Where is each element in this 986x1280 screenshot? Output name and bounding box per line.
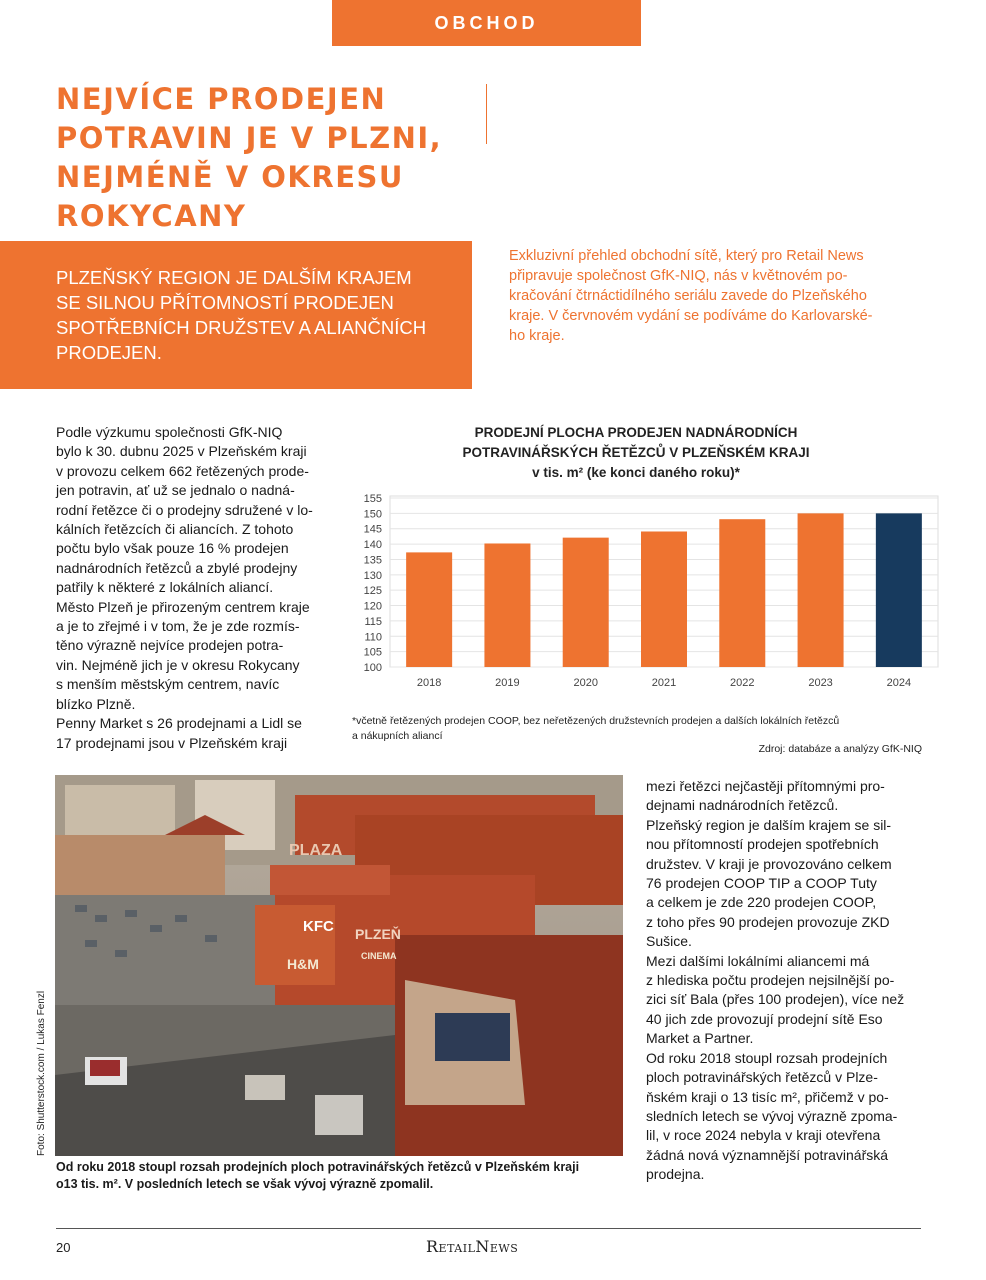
- chart-title-line: POTRAVINÁŘSKÝCH ŘETĚZCŮ V PLZEŇSKÉM KRAJI: [462, 445, 810, 460]
- body-line: vin. Nejméně jich je v okresu Rokycany: [56, 656, 300, 673]
- headline-line: NEJMÉNĚ V OKRESU: [56, 160, 404, 194]
- y-tick-label: 115: [364, 615, 382, 628]
- headline-line: POTRAVIN JE V PLZNI,: [56, 121, 443, 155]
- y-tick-label: 150: [363, 508, 382, 521]
- bar-chart: [340, 488, 940, 698]
- body-line: bylo k 30. dubnu 2025 v Plzeňském kraji: [56, 443, 307, 460]
- x-tick-label: 2020: [573, 677, 598, 689]
- body-line: počtu bylo však pouze 16 % prodejen: [56, 540, 289, 557]
- body-line: a celkem je zde 220 prodejen COOP,: [646, 894, 877, 911]
- retailnews-logo: RetailNews: [426, 1237, 519, 1256]
- chart-source: Zdroj: databáze a analýzy GfK-NIQ: [758, 743, 922, 755]
- y-tick-label: 130: [363, 569, 382, 582]
- headline-divider: [486, 84, 487, 144]
- body-line: 76 prodejen COOP TIP a COOP Tuty: [646, 875, 877, 892]
- sign-plzen: PLZEŇ: [355, 926, 401, 942]
- y-tick-label: 125: [363, 585, 382, 598]
- chart-title-line: PRODEJNÍ PLOCHA PRODEJEN NADNÁRODNÍCH: [474, 425, 798, 440]
- intro-line: kraje. V červnovém vydání se podíváme do Karlovarské-: [509, 308, 873, 324]
- body-line: v provozu celkem 662 řetězených prode-: [56, 462, 309, 479]
- lead-box: [0, 241, 472, 389]
- chart-subtitle: v tis. m² (ke konci daného roku)*: [532, 465, 740, 480]
- body-column-right: [646, 777, 904, 1185]
- chart-footnote: [352, 714, 839, 744]
- headline-line: NEJVÍCE PRODEJEN: [56, 82, 387, 116]
- body-line: Plzeňský region je dalším krajem se sil-: [646, 816, 892, 833]
- y-tick-label: 135: [363, 554, 382, 567]
- body-line: žádná nová významnější potravinářská: [646, 1146, 889, 1163]
- intro-line: Exkluzivní přehled obchodní sítě, který pro Retail News: [509, 248, 864, 264]
- bar-2018: [406, 552, 452, 667]
- footer-divider: [56, 1228, 921, 1229]
- body-line: patřily k některé z lokálních aliancí.: [56, 579, 274, 596]
- bar-2020: [563, 538, 609, 667]
- body-line: mezi řetězci nejčastěji přítomnými pro-: [646, 778, 885, 794]
- y-tick-label: 155: [363, 493, 382, 505]
- y-tick-label: 140: [363, 539, 382, 552]
- body-line: s menším městským centrem, navíc: [56, 676, 280, 693]
- bar-2019: [484, 543, 530, 667]
- sign-plaza: PLAZA: [289, 842, 343, 859]
- body-line: družstev. V kraji je provozováno celkem: [646, 855, 892, 872]
- section-tab: [332, 0, 641, 46]
- body-line: z toho přes 90 prodejen provozuje ZKD: [646, 913, 890, 930]
- x-tick-label: 2018: [416, 677, 442, 689]
- body-line: Mezi dalšími lokálními aliancemi má: [646, 952, 870, 969]
- body-line: Podle výzkumu společnosti GfK-NIQ: [56, 424, 283, 440]
- body-line: nadnárodních řetězců a zbylé prodejny: [56, 559, 298, 576]
- body-line: 40 jich zde provozují prodejní sítě Eso: [646, 1010, 883, 1027]
- y-tick-label: 110: [364, 631, 382, 644]
- footnote-line: a nákupních aliancí: [352, 730, 443, 742]
- x-tick-label: 2023: [808, 677, 833, 689]
- lead-line: SPOTŘEBNÍCH DRUŽSTEV A ALIANČNÍCH: [56, 317, 427, 338]
- body-line: zici síť Bala (přes 100 prodejen), více než: [646, 991, 905, 1008]
- footnote-line: *včetně řetězených prodejen COOP, bez neřetězených družstevních prodejen a dalších lokálních řetězců: [352, 715, 840, 727]
- x-tick-label: 2024: [886, 677, 912, 689]
- headline-line: ROKYCANY: [56, 199, 247, 233]
- intro-line: ho kraje.: [509, 328, 565, 344]
- x-tick-label: 2021: [651, 677, 677, 689]
- x-tick-label: 2019: [495, 677, 520, 689]
- body-line: Sušice.: [646, 933, 692, 950]
- body-line: Od roku 2018 stoupl rozsah prodejních: [646, 1049, 888, 1066]
- city-photo-illustration: [55, 775, 623, 1156]
- photo-caption: [56, 1159, 626, 1193]
- page-number: 20: [56, 1240, 71, 1255]
- bar-2022: [719, 519, 765, 667]
- body-line: kálních řetězcích či aliancích. Z tohoto: [56, 521, 294, 538]
- body-line: rodní řetězce či o prodejny sdružené v lo-: [56, 501, 313, 518]
- x-tick-label: 2022: [730, 677, 755, 689]
- city-photo: [55, 775, 623, 1156]
- caption-line: o13 tis. m². V posledních letech se však vývoj výrazně zpomalil.: [56, 1177, 434, 1191]
- headline: [56, 80, 486, 236]
- body-line: blízko Plzně.: [56, 695, 136, 712]
- body-line: těno výrazně nejvíce prodejen potra-: [56, 637, 284, 654]
- y-tick-label: 100: [363, 662, 382, 674]
- body-line: jen potravin, ať už se jednalo o nadná-: [56, 482, 295, 499]
- body-line: dejnami nadnárodních řetězců.: [646, 797, 839, 814]
- body-line: Město Plzeň je přirozeným centrem kraje: [56, 598, 310, 615]
- chart-title: [352, 423, 920, 483]
- sign-cinema: CINEMA: [361, 951, 397, 961]
- photo-credit: Foto: Shutterstock.com / Lukas Fenzl: [36, 990, 47, 1156]
- body-line: nou přítomností prodejen spotřebních: [646, 836, 879, 853]
- body-line: ňském kraji o 13 tisíc m², přičemž v po-: [646, 1088, 889, 1105]
- body-line: Penny Market s 26 prodejnami a Lidl se: [56, 715, 302, 732]
- caption-line: Od roku 2018 stoupl rozsah prodejních ploch potravinářských řetězců v Plzeňském kraji: [56, 1160, 580, 1174]
- intro-line: kračování čtrnáctidílného seriálu zavede do Plzeňského: [509, 288, 867, 304]
- y-tick-label: 120: [363, 600, 382, 613]
- bar-2023: [798, 513, 844, 667]
- bar-2021: [641, 531, 687, 667]
- lead-line: PRODEJEN.: [56, 342, 162, 363]
- sign-kfc: KFC: [303, 918, 334, 935]
- intro-line: připravuje společnost GfK-NIQ, nás v květnovém po-: [509, 268, 848, 284]
- sign-hm: H&M: [287, 956, 319, 972]
- body-line: ploch potravinářských řetězců v Plze-: [646, 1069, 878, 1086]
- lead-line: PLZEŇSKÝ REGION JE DALŠÍM KRAJEM: [56, 267, 412, 288]
- bar-2024: [876, 513, 922, 667]
- body-column-left: [56, 423, 313, 753]
- lead-line: SE SILNOU PŘÍTOMNOSTÍ PRODEJEN: [56, 292, 394, 313]
- body-line: z hlediska počtu prodejen nejsilnější po-: [646, 972, 895, 989]
- body-line: 17 prodejnami jsou v Plzeňském kraji: [56, 734, 288, 751]
- body-line: lil, v roce 2024 nebyla v kraji otevřena: [646, 1127, 881, 1144]
- body-line: prodejna.: [646, 1166, 705, 1183]
- section-label: OBCHOD: [434, 12, 539, 33]
- body-line: sledních letech se vývoj výrazně zpoma-: [646, 1107, 898, 1124]
- body-line: a je to zřejmé i v tom, že je zde rozmís-: [56, 618, 300, 635]
- y-tick-label: 105: [363, 646, 382, 659]
- intro-paragraph: [509, 246, 929, 346]
- y-tick-label: 145: [363, 523, 382, 536]
- body-line: Market a Partner.: [646, 1030, 754, 1047]
